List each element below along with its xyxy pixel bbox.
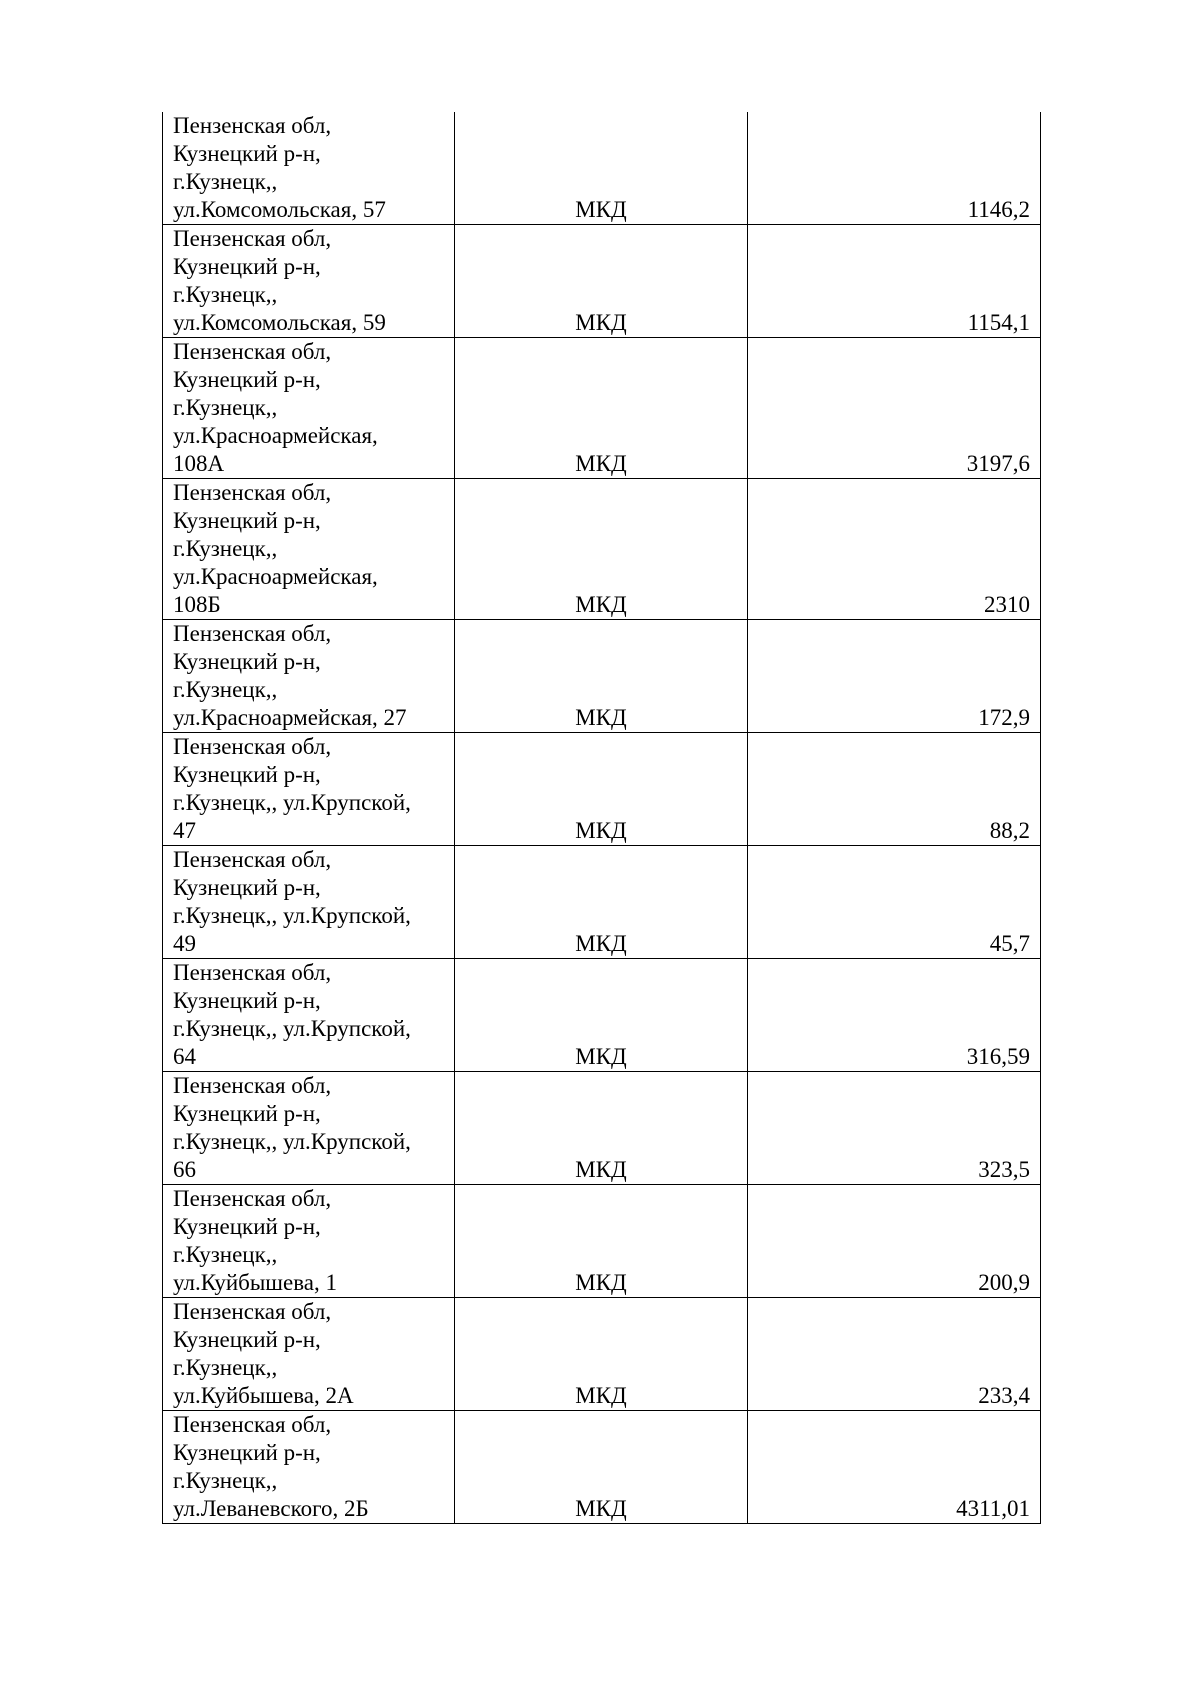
table-row [163,225,1041,338]
address-line: Кузнецкий р-н, [173,1440,321,1465]
address-line: г.Кузнецк,, ул.Крупской, [173,903,411,928]
address-line: 108А [173,451,225,476]
address-line: г.Кузнецк,, [173,395,278,420]
address-line: Кузнецкий р-н, [173,875,321,900]
address-line: г.Кузнецк,, ул.Крупской, [173,790,411,815]
address-line: Пензенская обл, [173,339,332,364]
area-cell: 88,2 [748,733,1041,846]
area-cell: 316,59 [748,959,1041,1072]
address-line: Кузнецкий р-н, [173,1327,321,1352]
object-type-cell: МКД [455,225,748,338]
address-cell [163,959,455,1072]
address-line: Кузнецкий р-н, [173,1214,321,1239]
table-row [163,733,1041,846]
table-row [163,112,1041,225]
address-line: г.Кузнецк,, [173,1242,278,1267]
address-line: Кузнецкий р-н, [173,649,321,674]
area-cell: 45,7 [748,846,1041,959]
address-line: ул.Куйбышева, 1 [173,1270,337,1295]
table-row [163,338,1041,479]
table-row [163,620,1041,733]
address-line: Кузнецкий р-н, [173,367,321,392]
area-cell: 172,9 [748,620,1041,733]
object-type-cell: МКД [455,112,748,225]
address-cell [163,733,455,846]
address-line: Кузнецкий р-н, [173,762,321,787]
object-type-cell: МКД [455,733,748,846]
address-line: ул.Комсомольская, 59 [173,310,386,335]
address-line: Кузнецкий р-н, [173,1101,321,1126]
table-row [163,846,1041,959]
address-cell [163,1072,455,1185]
area-cell: 4311,01 [748,1411,1041,1524]
property-registry-table [162,112,1041,1524]
table-row [163,1185,1041,1298]
address-line: Пензенская обл, [173,1186,332,1211]
area-cell: 323,5 [748,1072,1041,1185]
object-type-cell: МКД [455,959,748,1072]
address-cell [163,1185,455,1298]
area-cell: 233,4 [748,1298,1041,1411]
address-line: ул.Красноармейская, 27 [173,705,407,730]
area-cell: 2310 [748,479,1041,620]
address-line: Кузнецкий р-н, [173,141,321,166]
address-line: Пензенская обл, [173,621,332,646]
address-line: Пензенская обл, [173,847,332,872]
address-line: Пензенская обл, [173,113,332,138]
table-row [163,1411,1041,1524]
address-line: Пензенская обл, [173,1299,332,1324]
address-line: г.Кузнецк,, ул.Крупской, [173,1129,411,1154]
address-line: Кузнецкий р-н, [173,988,321,1013]
object-type-cell: МКД [455,479,748,620]
address-cell [163,620,455,733]
address-line: г.Кузнецк,, ул.Крупской, [173,1016,411,1041]
table-row [163,1072,1041,1185]
object-type-cell: МКД [455,846,748,959]
address-line: ул.Куйбышева, 2А [173,1383,354,1408]
address-line: Пензенская обл, [173,1073,332,1098]
address-line: Пензенская обл, [173,734,332,759]
table-row [163,479,1041,620]
address-line: 49 [173,931,196,956]
table-row [163,1298,1041,1411]
area-cell: 200,9 [748,1185,1041,1298]
address-cell [163,112,455,225]
address-line: Кузнецкий р-н, [173,254,321,279]
address-line: г.Кузнецк,, [173,536,278,561]
address-line: г.Кузнецк,, [173,169,278,194]
address-line: ул.Красноармейская, [173,423,378,448]
address-line: ул.Красноармейская, [173,564,378,589]
object-type-cell: МКД [455,620,748,733]
object-type-cell: МКД [455,1298,748,1411]
address-line: г.Кузнецк,, [173,282,278,307]
address-line: Пензенская обл, [173,1412,332,1437]
address-line: г.Кузнецк,, [173,677,278,702]
address-line: 66 [173,1157,196,1182]
address-line: г.Кузнецк,, [173,1468,278,1493]
address-line: Пензенская обл, [173,480,332,505]
object-type-cell: МКД [455,1185,748,1298]
address-line: 47 [173,818,196,843]
object-type-cell: МКД [455,1072,748,1185]
object-type-cell: МКД [455,338,748,479]
address-line: 64 [173,1044,196,1069]
address-cell [163,338,455,479]
address-cell [163,1298,455,1411]
table-row [163,959,1041,1072]
address-line: Кузнецкий р-н, [173,508,321,533]
address-line: ул.Леваневского, 2Б [173,1496,369,1521]
address-cell [163,225,455,338]
address-cell [163,479,455,620]
object-type-cell: МКД [455,1411,748,1524]
address-cell [163,846,455,959]
address-line: ул.Комсомольская, 57 [173,197,386,222]
address-line: Пензенская обл, [173,960,332,985]
address-line: 108Б [173,592,221,617]
area-cell: 1154,1 [748,225,1041,338]
address-line: Пензенская обл, [173,226,332,251]
registry-table-body [163,112,1041,1524]
area-cell: 3197,6 [748,338,1041,479]
area-cell: 1146,2 [748,112,1041,225]
address-line: г.Кузнецк,, [173,1355,278,1380]
address-cell [163,1411,455,1524]
